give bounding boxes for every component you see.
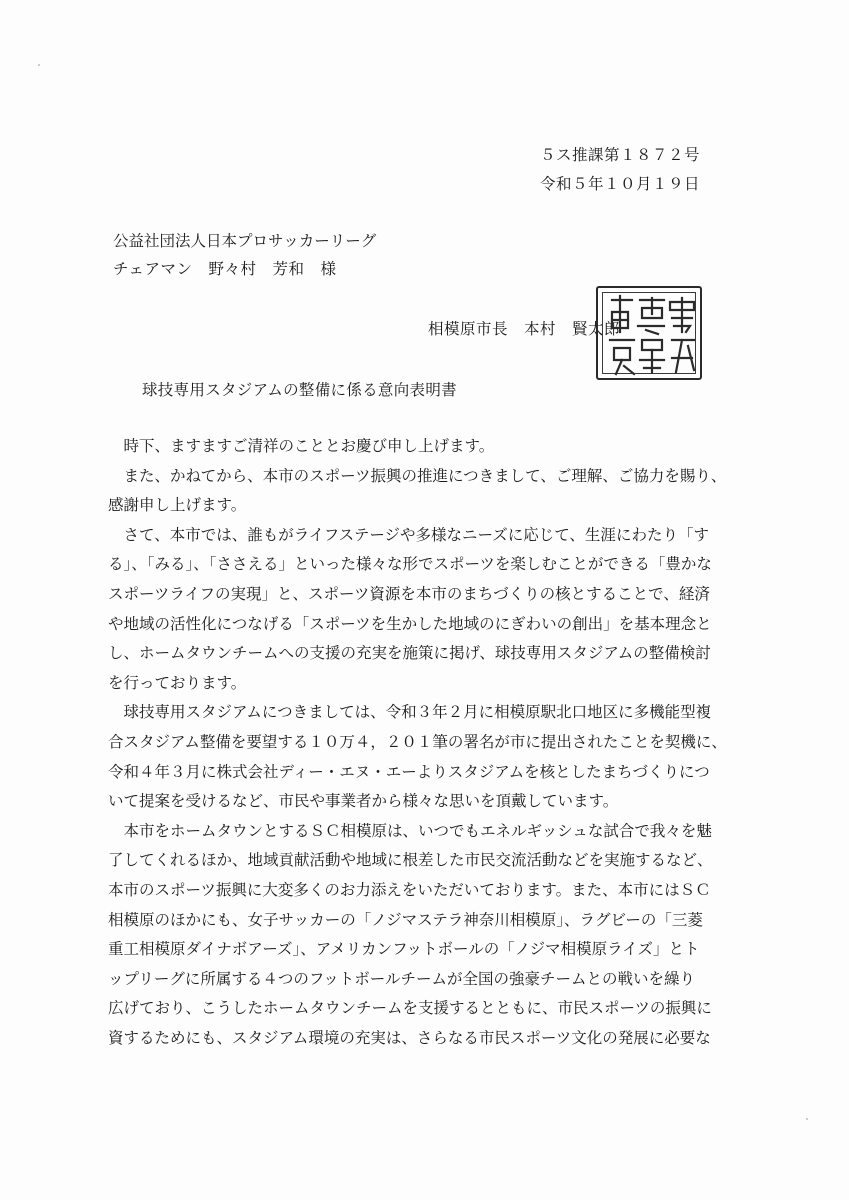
body-line: 相模原のほかにも、女子サッカーの「ノジマステラ神奈川相模原」、ラグビーの「三菱 (108, 910, 703, 929)
body-line: さて、本市では、誰もがライフステージや多様なニーズに応じて、生涯にわたり「す (108, 525, 709, 544)
body-line: や地域の活性化につなげる「スポーツを生かした地域のにぎわいの創出」を基本理念と (108, 614, 712, 633)
addressee-name: チェアマン 野々村 芳和 様 (113, 260, 337, 278)
body-line: る」、「みる」、「ささえる」といった様々な形でスポーツを楽しむことができる「豊かな (108, 555, 712, 574)
sender-name: 相模原市長 本村 賢太郎 (428, 320, 621, 338)
body-line: 時下、ますますご清祥のこととお慶び申し上げます。 (108, 437, 495, 455)
body-line: 令和４年３月に株式会社ディー・エヌ・エーよりスタジアムを核としたまちづくりにつ (108, 762, 710, 781)
body-line: 資するためにも、スタジアム環境の充実は、さらなる市民スポーツ文化の発展に必要な (108, 1028, 711, 1047)
addressee-organization: 公益社団法人日本プロサッカーリーグ (113, 232, 377, 250)
document-body (108, 432, 727, 1053)
body-line: 広げており、こうしたホームタウンチームを支援するとともに、市民スポーツの振興に (108, 999, 712, 1018)
body-line: 感謝申し上げます。 (108, 496, 247, 515)
reference-number: ５ス推課第１８７２号 (540, 146, 701, 164)
seal-glyphs-icon (598, 288, 704, 382)
body-line: を行っております。 (108, 673, 247, 692)
body-line: いて提案を受けるなど、市民や事業者から様々な思いを頂戴しています。 (108, 792, 619, 811)
body-line: スポーツライフの実現」と、スポーツ資源を本市のまちづくりの核とすることで、経済 (108, 584, 710, 603)
body-line: 了してくれるほか、地域貢献活動や地域に根差した市民交流活動などを実施するなど、 (108, 851, 713, 870)
official-seal (596, 286, 702, 380)
body-line: 本市のスポーツ振興に大変多くのお力添えをいただいております。また、本市にはＳＣ (108, 880, 711, 899)
document-date: 令和５年１０月１９日 (540, 175, 701, 193)
body-line: 合スタジアム整備を要望する１０万４，２０１筆の署名が市に提出されたことを契機に、 (108, 732, 727, 751)
body-line: ップリーグに所属する４つのフットボールチームが全国の強豪チームとの戦いを繰り (108, 969, 695, 988)
body-line: し、ホームタウンチームへの支援の充実を施策に掲げ、球技専用スタジアムの整備検討 (108, 644, 711, 663)
body-line: 球技専用スタジアムにつきましては、令和３年２月に相模原駅北口地区に多機能型複 (108, 703, 712, 722)
body-line: また、かねてから、本市のスポーツ振興の推進につきまして、ご理解、ご協力を賜り、 (108, 466, 727, 485)
body-line: 重工相模原ダイナボアーズ」、アメリカンフットボールの「ノジマ相模原ライズ」とト (108, 940, 700, 959)
document-title: 球技専用スタジアムの整備に係る意向表明書 (142, 381, 457, 399)
scan-speck (38, 64, 40, 66)
body-line: 本市をホームタウンとするＳＣ相模原は、いつでもエネルギッシュな試合で我々を魅 (108, 821, 712, 840)
scan-speck (806, 1118, 808, 1120)
